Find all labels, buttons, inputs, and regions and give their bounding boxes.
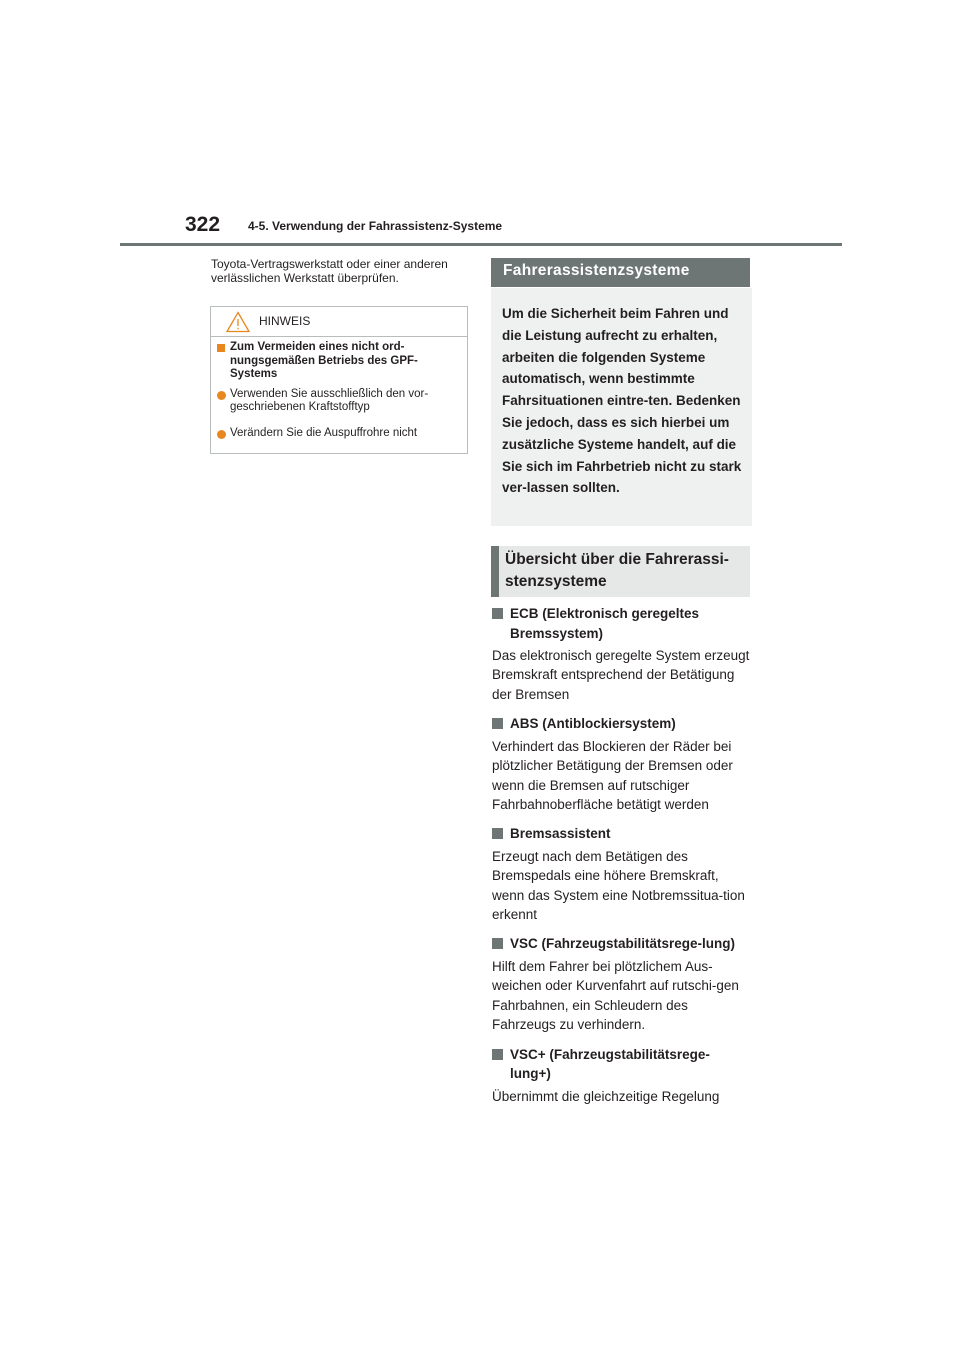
notice-header	[211, 307, 467, 337]
square-bullet-icon	[492, 828, 503, 839]
round-bullet-icon	[217, 391, 226, 400]
entry-title	[492, 824, 750, 844]
round-bullet-icon	[217, 430, 226, 439]
entry-vsc	[492, 934, 750, 1034]
page-number: 322	[185, 213, 221, 236]
notice-heading-text: Zum Vermeiden eines nicht ord-nungsgemäßen Betriebs des GPF-Systems	[230, 341, 418, 380]
entry-description: Hilft dem Fahrer bei plötzlichem Aus-weichen oder Kurvenfahrt auf rutschi-gen Fahrbahnen, ein Schleudern des Fahrzeugs zu verhindern.	[492, 958, 739, 1033]
entry-title-text: ABS (Antiblockiersystem)	[510, 716, 676, 732]
entry-description: Übernimmt die gleichzeitige Regelung	[492, 1088, 720, 1104]
entry-title-text: VSC+ (Fahrzeugstabilitätsrege-lung+)	[510, 1046, 710, 1082]
entry-title-text: ECB (Elektronisch geregeltes Bremssystem)	[510, 606, 700, 641]
square-bullet-icon	[217, 344, 225, 352]
notice-box	[210, 306, 468, 454]
notice-heading	[217, 341, 459, 382]
entry-title	[492, 604, 750, 643]
header-rule	[120, 243, 842, 246]
entry-title-text: Bremsassistent	[510, 826, 611, 842]
notice-item	[217, 388, 459, 415]
running-section-title: 4-5. Verwendung der Fahrassistenz-Systeme	[248, 219, 503, 233]
notice-item-text: Verwenden Sie ausschließlich den vor-geschriebenen Kraftstofftyp	[230, 387, 429, 413]
entry-title-text: VSC (Fahrzeugstabilitätsrege-lung)	[510, 936, 736, 952]
intro-paragraph: Toyota-Vertragswerkstatt oder einer anderen verlässlichen Werkstatt überprüfen.	[211, 257, 448, 285]
square-bullet-icon	[492, 938, 503, 949]
section-banner: Fahrerassistenzsysteme	[491, 258, 750, 287]
warning-triangle-icon	[226, 311, 250, 333]
entry-vsc-plus	[492, 1045, 750, 1106]
entry-brake-assist	[492, 824, 750, 924]
entry-title	[492, 934, 750, 954]
notice-item-text: Verändern Sie die Auspuffrohre nicht	[230, 426, 418, 439]
notice-body	[211, 337, 467, 440]
entry-description: Das elektronisch geregelte System erzeugt Bremskraft entsprechend der Betätigung der Bremsen	[492, 648, 750, 702]
entry-abs	[492, 714, 750, 814]
overview-heading: Übersicht über die Fahrerassi-stenzsysteme	[491, 546, 750, 597]
notice-item	[217, 427, 459, 441]
square-bullet-icon	[492, 718, 503, 729]
system-entries	[492, 604, 750, 1116]
notice-title: HINWEIS	[259, 314, 311, 328]
entry-title	[492, 1045, 750, 1084]
square-bullet-icon	[492, 1049, 503, 1060]
entry-ecb	[492, 604, 750, 704]
entry-description: Erzeugt nach dem Betätigen des Bremspedals eine höhere Bremskraft, wenn das System eine Notbremssitua-tion erkennt	[492, 848, 745, 923]
entry-description: Verhindert das Blockieren der Räder bei plötzlicher Betätigung der Bremsen oder wenn die Bremsen auf rutschiger Fahrbahnoberfläche betätigt werden	[492, 738, 733, 812]
section-summary: Um die Sicherheit beim Fahren und die Leistung aufrecht zu erhalten, arbeiten die folgenden Systeme automatisch, wenn bestimmte Fahrsituationen eintre-ten. Bedenken Sie jedoch, dass es sich hierbei um zusätzliche Systeme handelt, auf die Sie sich im Fahrbetrieb nicht zu stark ver-lassen sollten.	[491, 288, 752, 526]
entry-title	[492, 714, 750, 734]
square-bullet-icon	[492, 608, 503, 619]
